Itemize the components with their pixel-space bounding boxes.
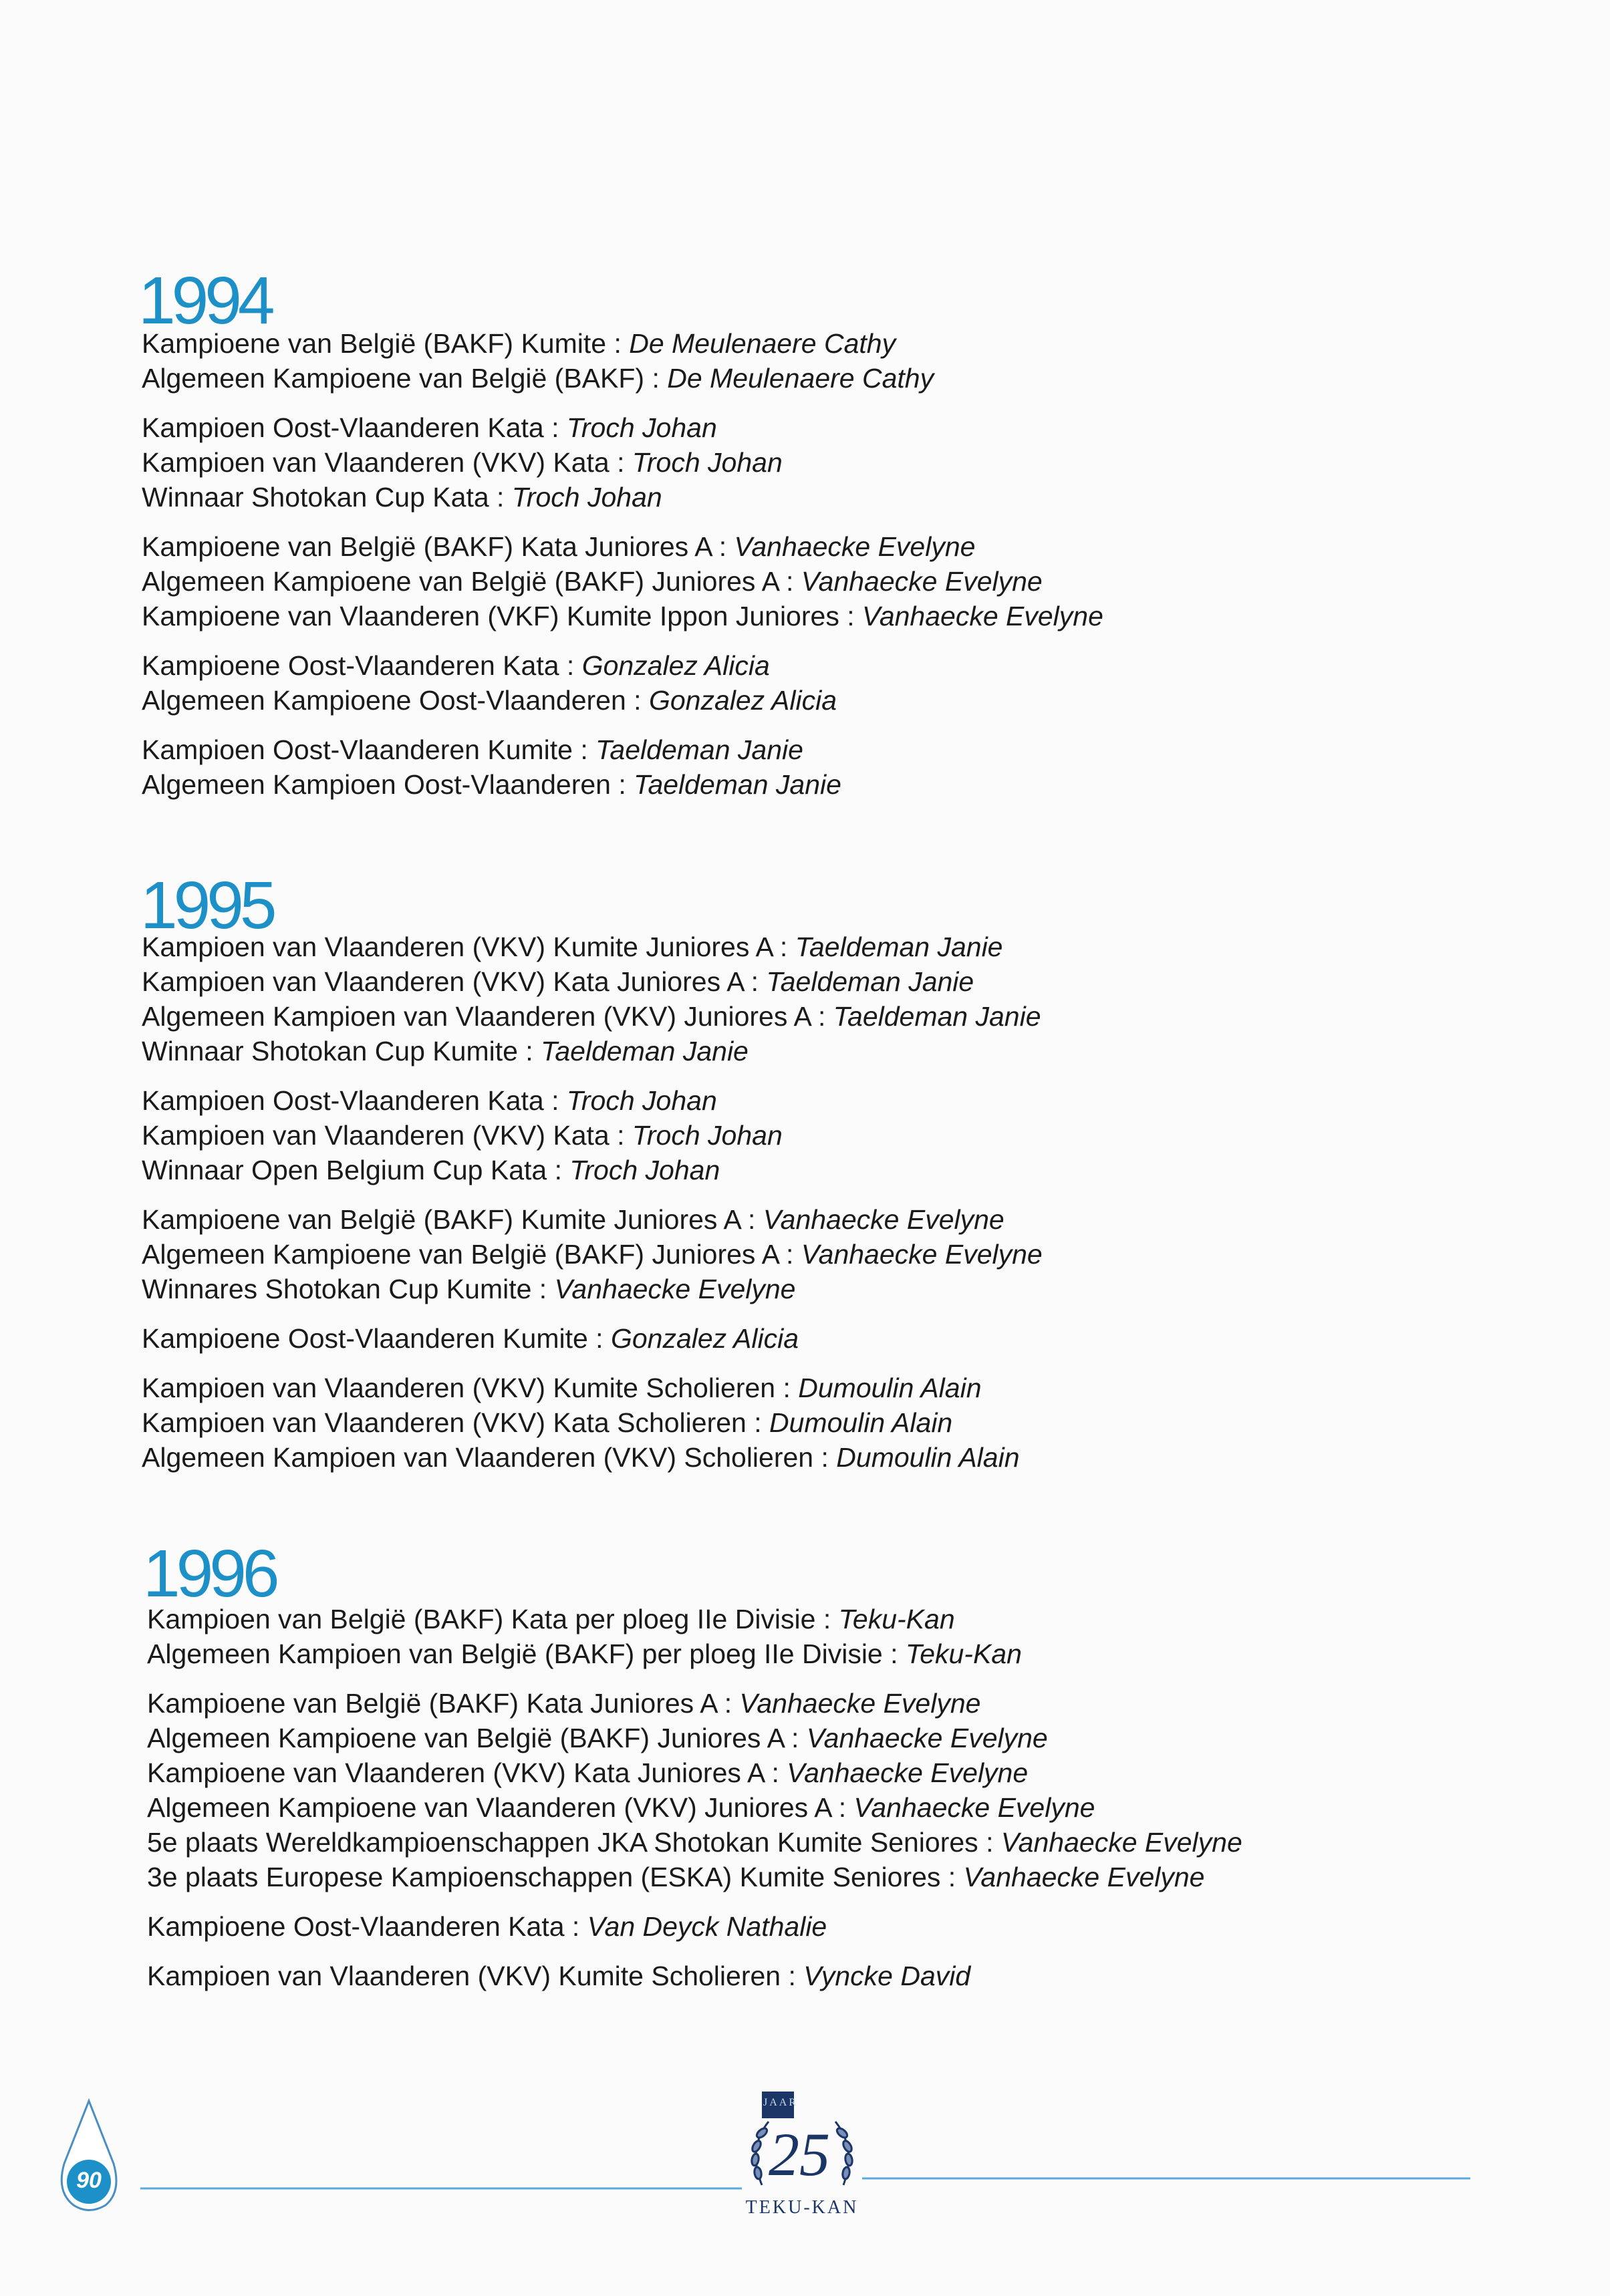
winner-name: Vanhaecke Evelyne bbox=[963, 1862, 1205, 1892]
winner-name: De Meulenaere Cathy bbox=[667, 363, 934, 394]
award-group bbox=[147, 1909, 1543, 1944]
award-title: Kampioene van Vlaanderen (VKF) Kumite Ippon Juniores : bbox=[142, 601, 862, 631]
award-entry bbox=[147, 1755, 1543, 1790]
winner-name: Vyncke David bbox=[803, 1961, 971, 1991]
award-title: Kampioen Oost-Vlaanderen Kumite : bbox=[142, 734, 596, 765]
award-title: Kampioen van Vlaanderen (VKV) Kumite Scholieren : bbox=[142, 1373, 799, 1403]
award-title: Algemeen Kampioene Oost-Vlaanderen : bbox=[142, 685, 649, 716]
award-entry bbox=[147, 1636, 1543, 1671]
year-heading: 1996 bbox=[143, 1536, 276, 1611]
award-entry bbox=[142, 1202, 1543, 1237]
winner-name: Troch Johan bbox=[569, 1155, 720, 1185]
award-entry bbox=[142, 999, 1543, 1034]
award-entry bbox=[142, 361, 1543, 396]
award-entry bbox=[142, 480, 1543, 515]
winner-name: Van Deyck Nathalie bbox=[587, 1911, 827, 1942]
award-entry bbox=[142, 964, 1543, 999]
award-title: Algemeen Kampioene van België (BAKF) : bbox=[142, 363, 668, 394]
award-group bbox=[147, 1686, 1543, 1894]
year-heading: 1994 bbox=[138, 263, 271, 338]
winner-name: Vanhaecke Evelyne bbox=[1000, 1827, 1242, 1858]
winner-name: Taeldeman Janie bbox=[595, 734, 803, 765]
award-title: Algemeen Kampioene van België (BAKF) Juniores A : bbox=[147, 1723, 807, 1753]
award-entry bbox=[147, 1721, 1543, 1755]
award-entry bbox=[142, 1405, 1543, 1440]
award-entry bbox=[142, 683, 1543, 718]
winner-name: Troch Johan bbox=[632, 1120, 783, 1151]
award-title: Kampioen van Vlaanderen (VKV) Kumite Scholieren : bbox=[147, 1961, 804, 1991]
award-entry bbox=[147, 1790, 1543, 1825]
logo-anniversary-number: 25 bbox=[769, 2120, 830, 2188]
award-entry bbox=[147, 1909, 1543, 1944]
award-entry bbox=[142, 1153, 1543, 1187]
winner-name: Vanhaecke Evelyne bbox=[739, 1688, 981, 1719]
winner-name: Vanhaecke Evelyne bbox=[734, 531, 976, 562]
winner-name: Troch Johan bbox=[566, 412, 717, 443]
award-title: Kampioen van België (BAKF) Kata per ploeg IIe Divisie : bbox=[147, 1604, 839, 1634]
award-group bbox=[142, 648, 1543, 718]
winner-name: Teku-Kan bbox=[905, 1638, 1022, 1669]
award-group bbox=[147, 1602, 1543, 1671]
winner-name: Taeldeman Janie bbox=[634, 769, 841, 800]
award-group bbox=[142, 929, 1543, 1068]
award-group bbox=[142, 326, 1543, 396]
winner-name: Vanhaecke Evelyne bbox=[801, 1239, 1043, 1270]
award-entry bbox=[142, 529, 1543, 564]
award-entry bbox=[142, 564, 1543, 599]
winner-name: Vanhaecke Evelyne bbox=[853, 1792, 1095, 1823]
winner-name: Vanhaecke Evelyne bbox=[806, 1723, 1048, 1753]
award-title: Algemeen Kampioen van België (BAKF) per ploeg IIe Divisie : bbox=[147, 1638, 906, 1669]
winner-name: Vanhaecke Evelyne bbox=[554, 1274, 796, 1304]
award-entry bbox=[142, 929, 1543, 964]
award-title: 5e plaats Wereldkampioenschappen JKA Shotokan Kumite Seniores : bbox=[147, 1827, 1001, 1858]
award-title: Kampioen Oost-Vlaanderen Kata : bbox=[142, 1085, 567, 1116]
winner-name: Gonzalez Alicia bbox=[610, 1323, 799, 1354]
award-title: Winnaar Open Belgium Cup Kata : bbox=[142, 1155, 570, 1185]
award-title: Algemeen Kampioen van Vlaanderen (VKV) Juniores A : bbox=[142, 1001, 833, 1032]
award-group bbox=[142, 1202, 1543, 1306]
winner-name: Vanhaecke Evelyne bbox=[763, 1204, 1004, 1235]
laurel-right-icon bbox=[835, 2122, 853, 2185]
award-title: Algemeen Kampioene van België (BAKF) Juniores A : bbox=[142, 566, 801, 597]
logo-brand-name: TEKU-KAN bbox=[745, 2197, 859, 2218]
page-footer bbox=[0, 2085, 1610, 2218]
award-title: Kampioene Oost-Vlaanderen Kumite : bbox=[142, 1323, 611, 1354]
winner-name: Teku-Kan bbox=[838, 1604, 955, 1634]
award-entry bbox=[142, 1237, 1543, 1272]
award-title: Kampioene van België (BAKF) Kumite Juniores A : bbox=[142, 1204, 763, 1235]
award-entry bbox=[142, 1118, 1543, 1153]
winner-name: Taeldeman Janie bbox=[766, 966, 974, 997]
winner-name: Troch Johan bbox=[566, 1085, 717, 1116]
award-title: Kampioene van België (BAKF) Kumite : bbox=[142, 328, 630, 359]
winner-name: Troch Johan bbox=[511, 482, 662, 513]
award-entry bbox=[147, 1825, 1543, 1860]
award-group bbox=[142, 1083, 1543, 1187]
award-title: Algemeen Kampioene van Vlaanderen (VKV) Juniores A : bbox=[147, 1792, 854, 1823]
award-title: Kampioen van Vlaanderen (VKV) Kata : bbox=[142, 447, 632, 478]
award-list bbox=[142, 929, 1543, 1489]
award-entry bbox=[142, 445, 1543, 480]
award-title: 3e plaats Europese Kampioenschappen (ESKA) Kumite Seniores : bbox=[147, 1862, 964, 1892]
award-entry bbox=[142, 648, 1543, 683]
winner-name: Taeldeman Janie bbox=[541, 1036, 749, 1066]
award-entry bbox=[147, 1602, 1543, 1636]
award-entry bbox=[142, 410, 1543, 445]
award-list bbox=[142, 326, 1543, 817]
award-entry bbox=[147, 1860, 1543, 1894]
award-title: Algemeen Kampioen van Vlaanderen (VKV) Scholieren : bbox=[142, 1442, 837, 1473]
award-title: Kampioene Oost-Vlaanderen Kata : bbox=[142, 650, 582, 681]
award-group bbox=[142, 410, 1543, 515]
award-group bbox=[142, 1321, 1543, 1356]
award-group bbox=[142, 529, 1543, 633]
award-title: Winnaar Shotokan Cup Kumite : bbox=[142, 1036, 541, 1066]
award-entry bbox=[142, 326, 1543, 361]
award-group bbox=[147, 1959, 1543, 1993]
winner-name: De Meulenaere Cathy bbox=[629, 328, 896, 359]
winner-name: Gonzalez Alicia bbox=[581, 650, 770, 681]
award-entry bbox=[142, 1083, 1543, 1118]
winner-name: Vanhaecke Evelyne bbox=[801, 566, 1043, 597]
year-heading: 1995 bbox=[140, 868, 273, 943]
award-entry bbox=[142, 599, 1543, 633]
winner-name: Dumoulin Alain bbox=[798, 1373, 982, 1403]
winner-name: Vanhaecke Evelyne bbox=[787, 1757, 1029, 1788]
award-title: Kampioen van Vlaanderen (VKV) Kata Scholieren : bbox=[142, 1407, 769, 1438]
award-title: Kampioene Oost-Vlaanderen Kata : bbox=[147, 1911, 587, 1942]
award-entry bbox=[142, 1371, 1543, 1405]
award-group bbox=[142, 732, 1543, 802]
award-title: Kampioen van Vlaanderen (VKV) Kata : bbox=[142, 1120, 632, 1151]
award-entry bbox=[142, 1440, 1543, 1475]
laurel-left-icon bbox=[751, 2122, 769, 2185]
award-title: Winnares Shotokan Cup Kumite : bbox=[142, 1274, 555, 1304]
award-entry bbox=[142, 1034, 1543, 1068]
award-title: Algemeen Kampioene van België (BAKF) Juniores A : bbox=[142, 1239, 801, 1270]
award-title: Kampioene van België (BAKF) Kata Juniores A : bbox=[147, 1688, 740, 1719]
award-title: Kampioene van Vlaanderen (VKV) Kata Juniores A : bbox=[147, 1757, 787, 1788]
award-list bbox=[147, 1602, 1543, 2008]
award-title: Kampioene van België (BAKF) Kata Juniores A : bbox=[142, 531, 734, 562]
winner-name: Vanhaecke Evelyne bbox=[862, 601, 1103, 631]
winner-name: Troch Johan bbox=[632, 447, 783, 478]
award-entry bbox=[147, 1959, 1543, 1993]
winner-name: Dumoulin Alain bbox=[836, 1442, 1020, 1473]
award-title: Winnaar Shotokan Cup Kata : bbox=[142, 482, 512, 513]
page-number: 90 bbox=[76, 2168, 102, 2193]
award-group bbox=[142, 1371, 1543, 1475]
award-title: Kampioen van Vlaanderen (VKV) Kata Juniores A : bbox=[142, 966, 767, 997]
winner-name: Taeldeman Janie bbox=[833, 1001, 1041, 1032]
award-title: Kampioen van Vlaanderen (VKV) Kumite Juniores A : bbox=[142, 931, 795, 962]
logo-jaar-label: JAAR bbox=[763, 2097, 799, 2108]
winner-name: Taeldeman Janie bbox=[795, 931, 1003, 962]
winner-name: Gonzalez Alicia bbox=[648, 685, 837, 716]
award-entry bbox=[142, 767, 1543, 802]
award-title: Kampioen Oost-Vlaanderen Kata : bbox=[142, 412, 567, 443]
award-entry bbox=[142, 1272, 1543, 1306]
winner-name: Dumoulin Alain bbox=[769, 1407, 953, 1438]
award-entry bbox=[142, 1321, 1543, 1356]
award-entry bbox=[147, 1686, 1543, 1721]
award-title: Algemeen Kampioen Oost-Vlaanderen : bbox=[142, 769, 634, 800]
award-entry bbox=[142, 732, 1543, 767]
